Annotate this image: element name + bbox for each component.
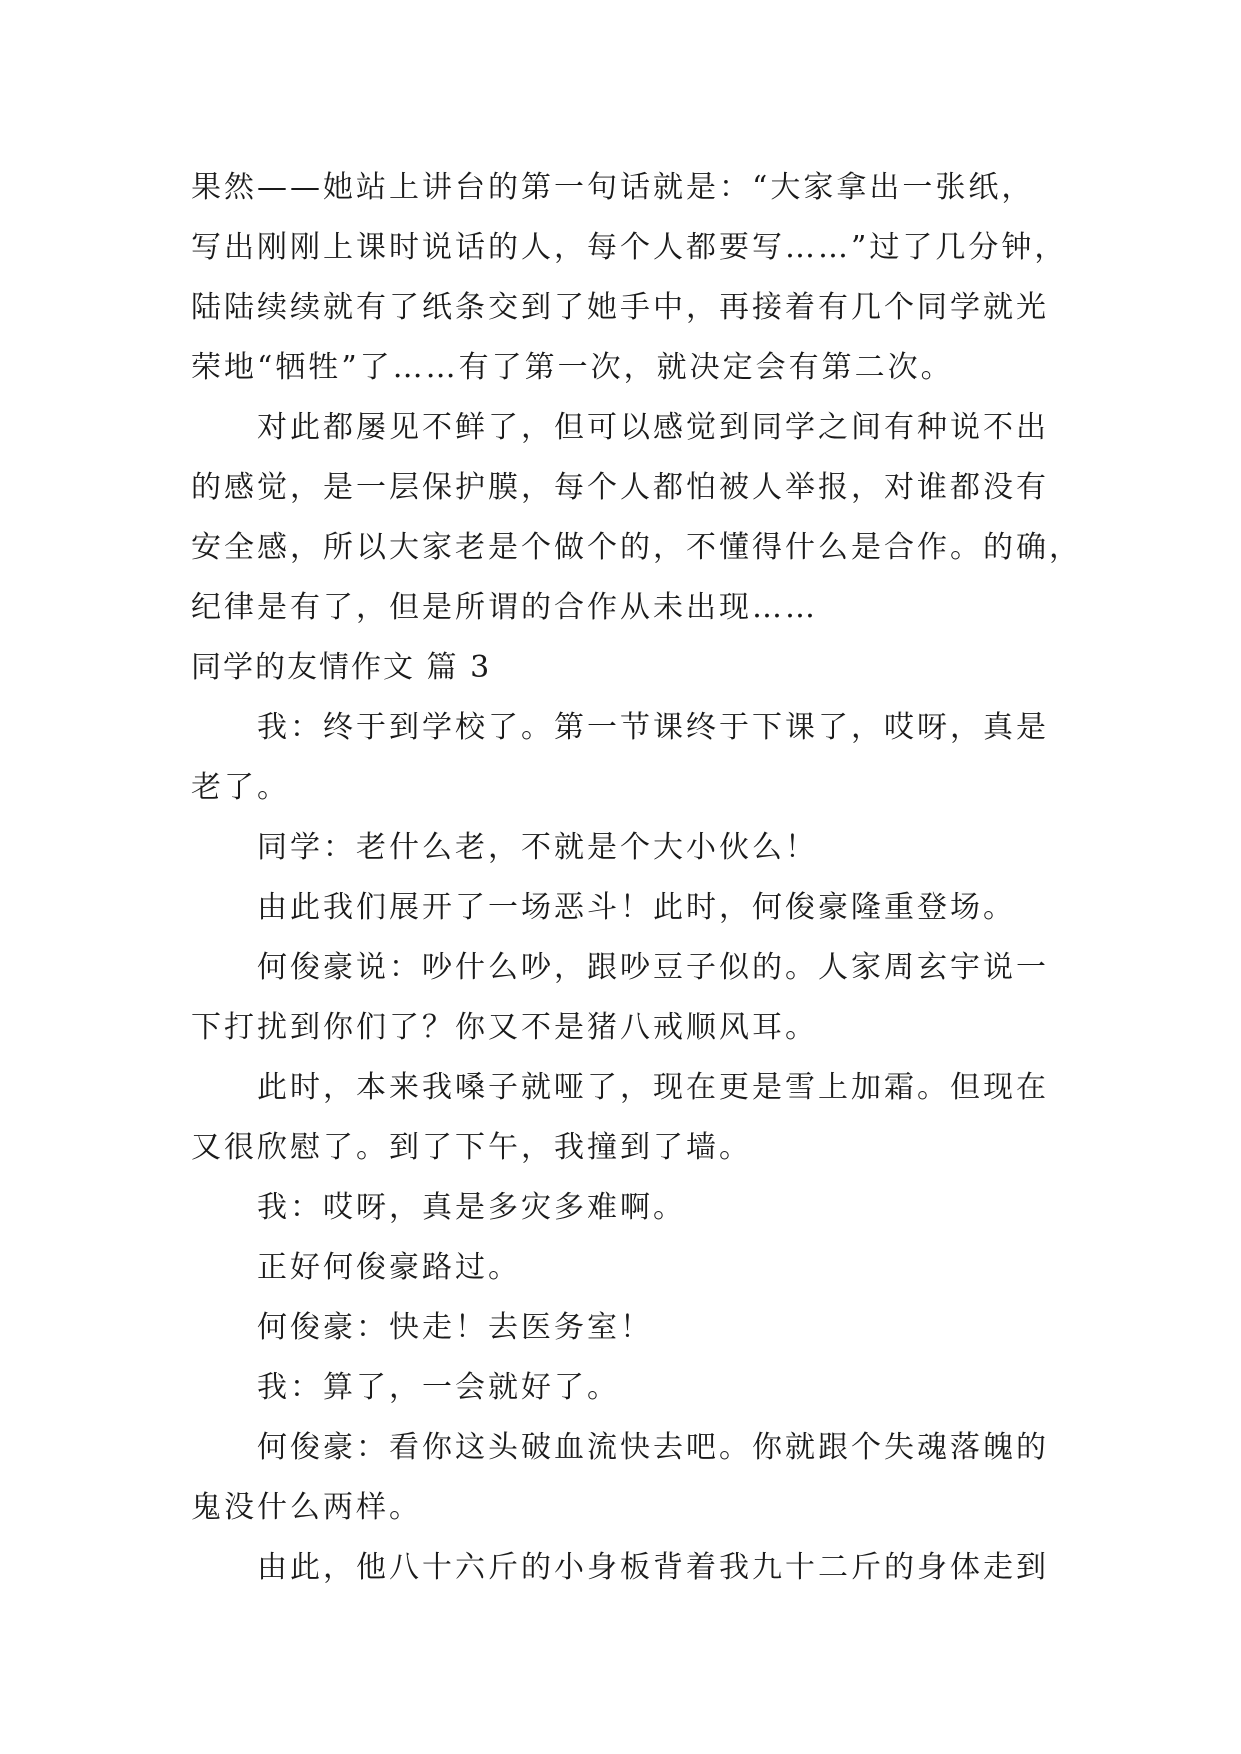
paragraph xyxy=(191,1238,1051,1298)
text-line: 鬼没什么两样。 xyxy=(191,1490,422,1525)
paragraph xyxy=(191,1178,1051,1238)
text-line: 写出刚刚上课时说话的人，每个人都要写……”过了几分钟， xyxy=(191,230,1068,265)
paragraph xyxy=(191,878,1051,938)
paragraph xyxy=(191,1058,1051,1178)
paragraph xyxy=(191,818,1051,878)
paragraph xyxy=(191,1358,1051,1418)
paragraph xyxy=(191,1298,1051,1358)
text-line: 下打扰到你们了？你又不是猪八戒顺风耳。 xyxy=(191,1010,818,1045)
text-line: 此时，本来我嗓子就哑了，现在更是雪上加霜。但现在 xyxy=(257,1070,1049,1105)
text-line: 同学：老什么老，不就是个大小伙么！ xyxy=(257,830,818,865)
text-line: 纪律是有了，但是所谓的合作从未出现…… xyxy=(191,590,818,625)
paragraph xyxy=(191,698,1051,818)
paragraph xyxy=(191,158,1068,398)
text-line: 何俊豪：快走！去医务室！ xyxy=(257,1310,653,1345)
text-line: 安全感，所以大家老是个做个的，不懂得什么是合作。的确， xyxy=(191,530,1082,565)
text-line: 我：终于到学校了。第一节课终于下课了，哎呀，真是 xyxy=(257,710,1049,745)
paragraph xyxy=(191,1418,1051,1538)
text-line: 何俊豪说：吵什么吵，跟吵豆子似的。人家周玄宇说一 xyxy=(257,950,1049,985)
text-line: 果然——她站上讲台的第一句话就是：“大家拿出一张纸， xyxy=(191,170,1035,205)
text-line: 荣地“牺牲”了……有了第一次，就决定会有第二次。 xyxy=(191,350,954,385)
paragraph xyxy=(191,1538,1051,1598)
text-line: 我：算了，一会就好了。 xyxy=(257,1370,620,1405)
text-line: 的感觉，是一层保护膜，每个人都怕被人举报，对谁都没有 xyxy=(191,470,1049,505)
paragraph xyxy=(191,398,1082,638)
text-line: 又很欣慰了。到了下午，我撞到了墙。 xyxy=(191,1130,752,1165)
document-page xyxy=(191,158,1082,1598)
text-line: 老了。 xyxy=(191,770,290,805)
text-line: 我：哎呀，真是多灾多难啊。 xyxy=(257,1190,686,1225)
text-line: 由此，他八十六斤的小身板背着我九十二斤的身体走到 xyxy=(257,1550,1049,1585)
text-line: 对此都屡见不鲜了，但可以感觉到同学之间有种说不出 xyxy=(257,410,1049,445)
text-line: 陆陆续续就有了纸条交到了她手中，再接着有几个同学就光 xyxy=(191,290,1049,325)
text-line: 正好何俊豪路过。 xyxy=(257,1250,521,1285)
text-line: 由此我们展开了一场恶斗！此时，何俊豪隆重登场。 xyxy=(257,890,1016,925)
section-heading: 同学的友情作文 篇 3 xyxy=(191,650,492,685)
paragraph xyxy=(191,938,1051,1058)
text-line: 何俊豪：看你这头破血流快去吧。你就跟个失魂落魄的 xyxy=(257,1430,1049,1465)
